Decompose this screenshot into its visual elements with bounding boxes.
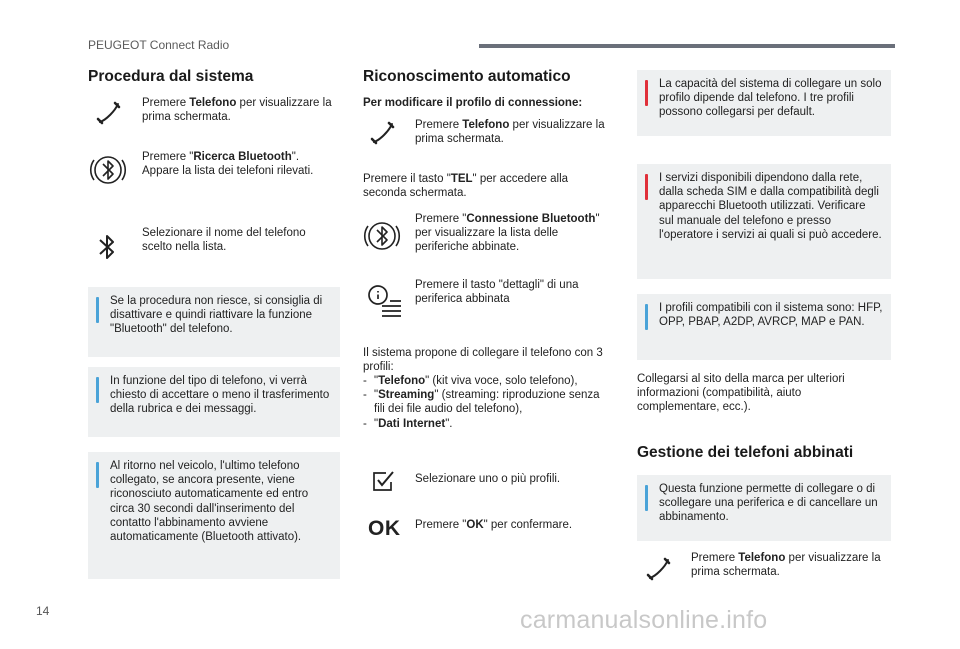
list-item: - "Telefono" (kit viva voce, solo telefono), <box>363 374 613 388</box>
warning-marker-icon <box>645 80 648 106</box>
phone-handset-icon <box>370 120 396 146</box>
info-note-transfer: In funzione del tipo di telefono, vi verrà chiesto di accettare o meno il trasferimento della rubrica e dei messaggi. <box>88 367 340 437</box>
step-select-phone-name: Selezionare il nome del telefono scelto nella lista. <box>142 227 306 254</box>
info-marker-icon <box>96 377 99 403</box>
bluetooth-search-icon <box>362 216 402 256</box>
phone-handset-icon <box>96 100 122 126</box>
step-press-telefono: Premere Telefono per visualizzare la prima schermata. <box>691 552 881 579</box>
info-marker-icon <box>96 462 99 488</box>
warning-marker-icon <box>645 174 648 200</box>
info-note-manage-function: Questa funzione permette di collegare o di scollegare una periferica e di cancellare un abbinamento. <box>637 475 891 541</box>
step-press-telefono: Premere Telefono per visualizzare la prima schermata. <box>142 97 332 124</box>
info-marker-icon <box>645 485 648 511</box>
list-item: - "Streaming" (streaming: riproduzione senza fili dei file audio del telefono), <box>363 388 613 416</box>
warning-note-profile-capacity: La capacità del sistema di collegare un solo profilo dipende dal telefono. I tre profili possono collegarsi per default. <box>637 70 891 136</box>
section-heading-manage-phones: Gestione dei telefoni abbinati <box>637 444 854 461</box>
info-marker-icon <box>645 304 648 330</box>
warning-note-services: I servizi disponibili dipendono dalla rete, dalla scheda SIM e dalla compatibilità degli apparecchi Bluetooth utilizzati. Verificare sul manuale del telefono e presso l'operatore i servizi ai quali si può accedere. <box>637 164 891 279</box>
info-note-auto-reconnect: Al ritorno nel veicolo, l'ultimo telefono collegato, se ancora presente, viene riconosciuto automaticamente ed entro circa 30 secondi dall'inserimento del contatto l'abbinamento avviene automaticamente (Bluetooth attivato). <box>88 452 340 579</box>
info-note-compatible-profiles: I profili compatibili con il sistema sono: HFP, OPP, PBAP, A2DP, AVRCP, MAP e PAN. <box>637 294 891 360</box>
running-header: PEUGEOT Connect Radio <box>88 38 230 52</box>
section-heading-auto-recognition: Riconoscimento automatico <box>363 68 571 85</box>
step-press-telefono: Premere Telefono per visualizzare la prima schermata. <box>415 119 605 146</box>
step-press-connessione-bluetooth: Premere "Connessione Bluetooth" per visualizzare la lista delle periferiche abbinate. <box>415 213 600 254</box>
info-note-retry: Se la procedura non riesce, si consiglia di disattivare e quindi riattivare la funzione "Bluetooth" del telefono. <box>88 287 340 357</box>
step-press-dettagli: Premere il tasto "dettagli" di una periferica abbinata <box>415 279 579 306</box>
list-item: - "Dati Internet". <box>363 417 613 431</box>
profiles-intro: Il sistema propone di collegare il telefono con 3 profili: <box>363 347 603 374</box>
section-heading-procedure: Procedura dal sistema <box>88 68 254 85</box>
page-number: 14 <box>36 604 50 618</box>
ok-icon: OK <box>368 517 401 540</box>
paragraph-brand-site: Collegarsi al sito della marca per ulteriori informazioni (compatibilità, aiuto complementare, ecc.). <box>637 373 845 414</box>
watermark: carmanualsonline.info <box>520 606 768 634</box>
details-list-icon <box>366 282 404 320</box>
phone-handset-icon <box>646 556 672 582</box>
header-rule <box>479 44 895 48</box>
checkbox-check-icon <box>372 470 396 492</box>
bluetooth-icon <box>96 232 118 262</box>
bluetooth-search-icon <box>88 150 128 190</box>
subheading-modify-profile: Per modificare il profilo di connessione: <box>363 97 583 109</box>
step-press-tel: Premere il tasto "TEL" per accedere alla seconda schermata. <box>363 173 569 200</box>
step-press-ok: Premere "OK" per confermare. <box>415 519 573 531</box>
info-marker-icon <box>96 297 99 323</box>
step-select-profiles: Selezionare uno o più profili. <box>415 473 561 485</box>
profiles-list <box>363 374 613 431</box>
step-press-ricerca-bluetooth: Premere "Ricerca Bluetooth". Appare la lista dei telefoni rilevati. <box>142 151 314 178</box>
